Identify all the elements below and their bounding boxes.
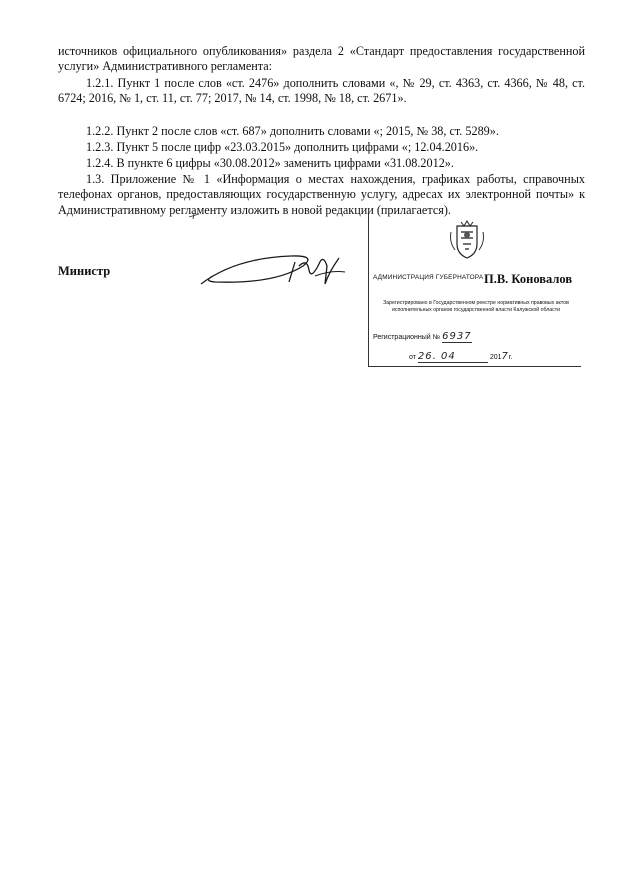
paragraph-6: 1.3. Приложение № 1 «Информация о местах нахождения, графиках работы, справочных телефонах органов, предоставляющих государственную услугу, адресах их электронной почты» к Административному регламенту изложить в новой редакции (прилагается). <box>58 172 585 217</box>
stamp-reg-number-line <box>373 331 472 343</box>
coat-of-arms-icon <box>447 218 487 260</box>
stamp-date-value: 26. 04 <box>418 351 488 363</box>
paragraph-1: источников официального опубликования» раздела 2 «Стандарт предоставления государственной услуги» Административного регламента: <box>58 44 585 74</box>
signer-title: Министр <box>58 264 111 278</box>
stamp-reg-label: Регистрационный № <box>373 334 441 341</box>
stamp-date-suffix: г. <box>508 354 513 361</box>
registration-stamp <box>368 214 581 367</box>
paragraph-5: 1.2.4. В пункте 6 цифры «30.08.2012» заменить цифрами «31.08.2012». <box>86 156 454 170</box>
stamp-reg-number: 6937 <box>442 331 472 342</box>
stamp-registered-text: Зарегистрировано в Государственном реестре нормативных правовых актов исполнительных органов государственной власти Калужской области <box>383 300 569 313</box>
paragraph-3: 1.2.2. Пункт 2 после слов «ст. 687» дополнить словами «; 2015, № 38, ст. 5289». <box>86 124 499 138</box>
stamp-date-line <box>409 351 513 363</box>
stamp-date-year: 201 <box>489 354 502 361</box>
stamp-date-year-hand: 7 <box>501 351 509 362</box>
scratch-mark <box>188 212 200 220</box>
stamp-admin-label: АДМИНИСТРАЦИЯ ГУБЕРНАТОРА <box>373 274 484 281</box>
paragraph-2: 1.2.1. Пункт 1 после слов «ст. 2476» дополнить словами «, № 29, ст. 4363, ст. 4366, № 48, ст. 6724; 2016, № 1, ст. 11, ст. 77; 2017, № 14, ст. 1998, № 18, ст. 2671». <box>58 76 585 106</box>
stamp-date-prefix: от <box>409 354 416 361</box>
handwritten-signature <box>195 236 355 298</box>
signer-name: П.В. Коновалов <box>484 272 573 286</box>
paragraph-4: 1.2.3. Пункт 5 после цифр «23.03.2015» дополнить цифрами «; 12.04.2016». <box>86 140 479 154</box>
